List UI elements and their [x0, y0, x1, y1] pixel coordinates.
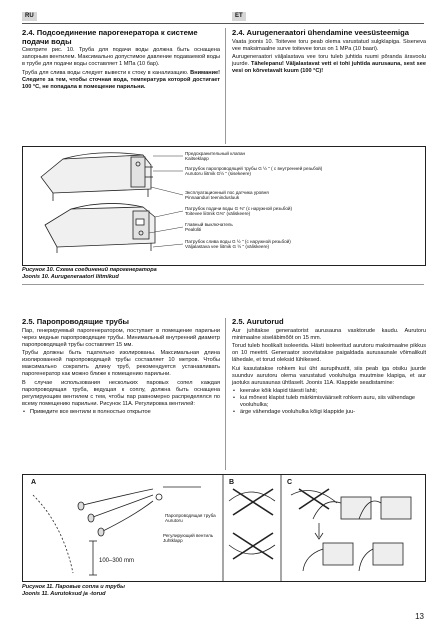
paragraph: Пар, генерируемый парогенератором, поступает в помещение парильни через медные паропроводящие трубы. Минимальный внутренний диаметр паропроводящей трубы составляет 15 мм. [22, 327, 220, 348]
lang-label-et: ET [232, 12, 246, 21]
section-title: 2.5. Aurutorud [232, 317, 284, 326]
column-divider-top [225, 28, 226, 144]
figure-11 [22, 474, 426, 582]
panel-label-a: A [31, 479, 37, 486]
column-divider-bottom [225, 318, 226, 470]
paragraph: Vaata joonis 10. Toitevee toru peab olema varustatud sulgklapiga. Siseneva vee maksimaalne surve toitevee torus on 1 MPa (10 baari). [232, 38, 426, 52]
list-item: • ärge vähendage vooluhulka kõigi klappide juu- [240, 409, 426, 416]
paragraph: Труба для слива воды следует вывести к стоку в канализацию. Внимание! Следите за тем, чтобы сточная вода, температура которой достигает 100 °С, не попадала в помещение парильни. [22, 69, 220, 90]
section-2-5-et [232, 318, 426, 416]
header-rule [22, 23, 424, 24]
figure-rule [22, 284, 424, 285]
paragraph: Aur juhitakse generaatorist aurusauna vasktorude kaudu. Aurutoru minimaalne siseläbimõõt on 15 mm. [232, 327, 426, 341]
paragraph: Трубы должны быть тщательно изолированы. Максимальная длина изолированной паропроводящей трубы составляет 10 метров. Чтобы максимально сократить длину труб, рекомендуется устанавливать парогенератор как можно ближе к помещению парильни. [22, 350, 220, 378]
page-number: 13 [415, 612, 424, 621]
list-item: • kui mõnest klapist tuleb märkimisväärselt rohkem auru, siis vähendage vooluhulka; [240, 395, 426, 409]
lang-label-ru: RU [22, 12, 37, 21]
paragraph: Смотрите рис. 10. Труба для подачи воды должна быть оснащена запорным вентилем. Максимально допустимое давление подаваемой воды в трубе для подачи воды составляет 1 МПа (10 бар). [22, 47, 220, 68]
panel-label-c: C [287, 479, 293, 486]
section-title: 2.4. Подсоединение парогенератора к системе подачи воды [22, 28, 198, 46]
section-2-4-ru [22, 29, 220, 92]
label-steam-pipe: Паропроводящая труба Aurutoru [165, 513, 216, 524]
figure-11-caption: Рисунок 11. Паровые сопла и трубы Joonis 11. Aurutoksud ja -torud [22, 584, 125, 597]
steam-pipes-drawings [23, 475, 425, 581]
callout-steam-pipe-connector: Патрубок паропроводящей трубы G ½ " ( с внутренней резьбой) Aurutoru liitmik G½ " (sisekeere) [185, 166, 323, 177]
figure-10 [22, 146, 426, 266]
bullet-list [22, 409, 220, 416]
list-item: • keerake kõik klapid täiesti lahti; [240, 388, 426, 395]
paragraph: Torud tuleb hoolikalt isoleerida. Hästi isoleeritud aurutoru maksimaalne pikkus on 10 meetrit. Generaator soovitatakse paigaldada aurusaunale võimalikult lähedale, et torud oleksid lühikesed. [232, 343, 426, 364]
section-title: 2.4. Aurugeneraatori ühendamine veesüsteemiga [232, 28, 409, 37]
list-item: • Приведите все вентили в полностью открытое [30, 409, 220, 416]
figure-10-caption: Рисунок 10. Схема соединений парогенератора Joonis 10. Aurugeneraatori liitmikud [22, 267, 157, 280]
section-2-4-et [232, 29, 426, 77]
section-2-5-ru [22, 318, 220, 416]
dimension-label: 100–300 mm [99, 558, 135, 564]
paragraph: Kui kasutatakse rohkem kui üht aurupihustit, siis peab iga otsiku juurde suunduv aurutoru olema varustatud vooluhulga muutmise klapiga, et aur jaotuks aurusaunas ühtlaselt. Joonis 11A. Klappide seadistamine: [232, 365, 426, 386]
bullet-list [232, 388, 426, 416]
paragraph: В случае использования нескольких паровых сопел каждая паропроводящая труба, ведущая к соплу, должна быть оснащена регулирующим вентилем с тем, чтобы пар равномерно распределялся по всему помещению парильни. Рисунок 11А. Регулировка вентилей: [22, 379, 220, 407]
callout-main-switch: Главный выключатель Pealüliti [185, 222, 233, 233]
panel-label-b: B [229, 479, 235, 486]
callout-level-sensor-hatch: Эксплуатационный пос датчика уровня Pinnaanduri teenindusluuk [185, 190, 269, 201]
label-control-valve: Регулирующий вентиль Juhtklapp [163, 533, 214, 544]
paragraph: Aurugeneraatori väljalastava vee toru tuleb juhtida ruumi põranda äravoolu juurde. Tähelepanu! Väljalastavat vett ei tohi juhtida aurusauna, sest see vesi on kõrvetavalt kuum (100 °C)! [232, 54, 426, 75]
section-title: 2.5. Паропроводящие трубы [22, 317, 130, 326]
callout-safety-valve: Предохранительный клапан Kaitseklapp [185, 151, 246, 162]
callout-water-inlet: Патрубок подачи воды G ⅜" (с наружной резьбой) Toitevee liitmik G⅜" (väliskeere) [185, 206, 293, 217]
callout-drain-connector: Патрубок слива воды G ½ " (с наружной резьбой) Väljalastava vee liitmik G ½ " (väliskeere) [185, 239, 291, 250]
